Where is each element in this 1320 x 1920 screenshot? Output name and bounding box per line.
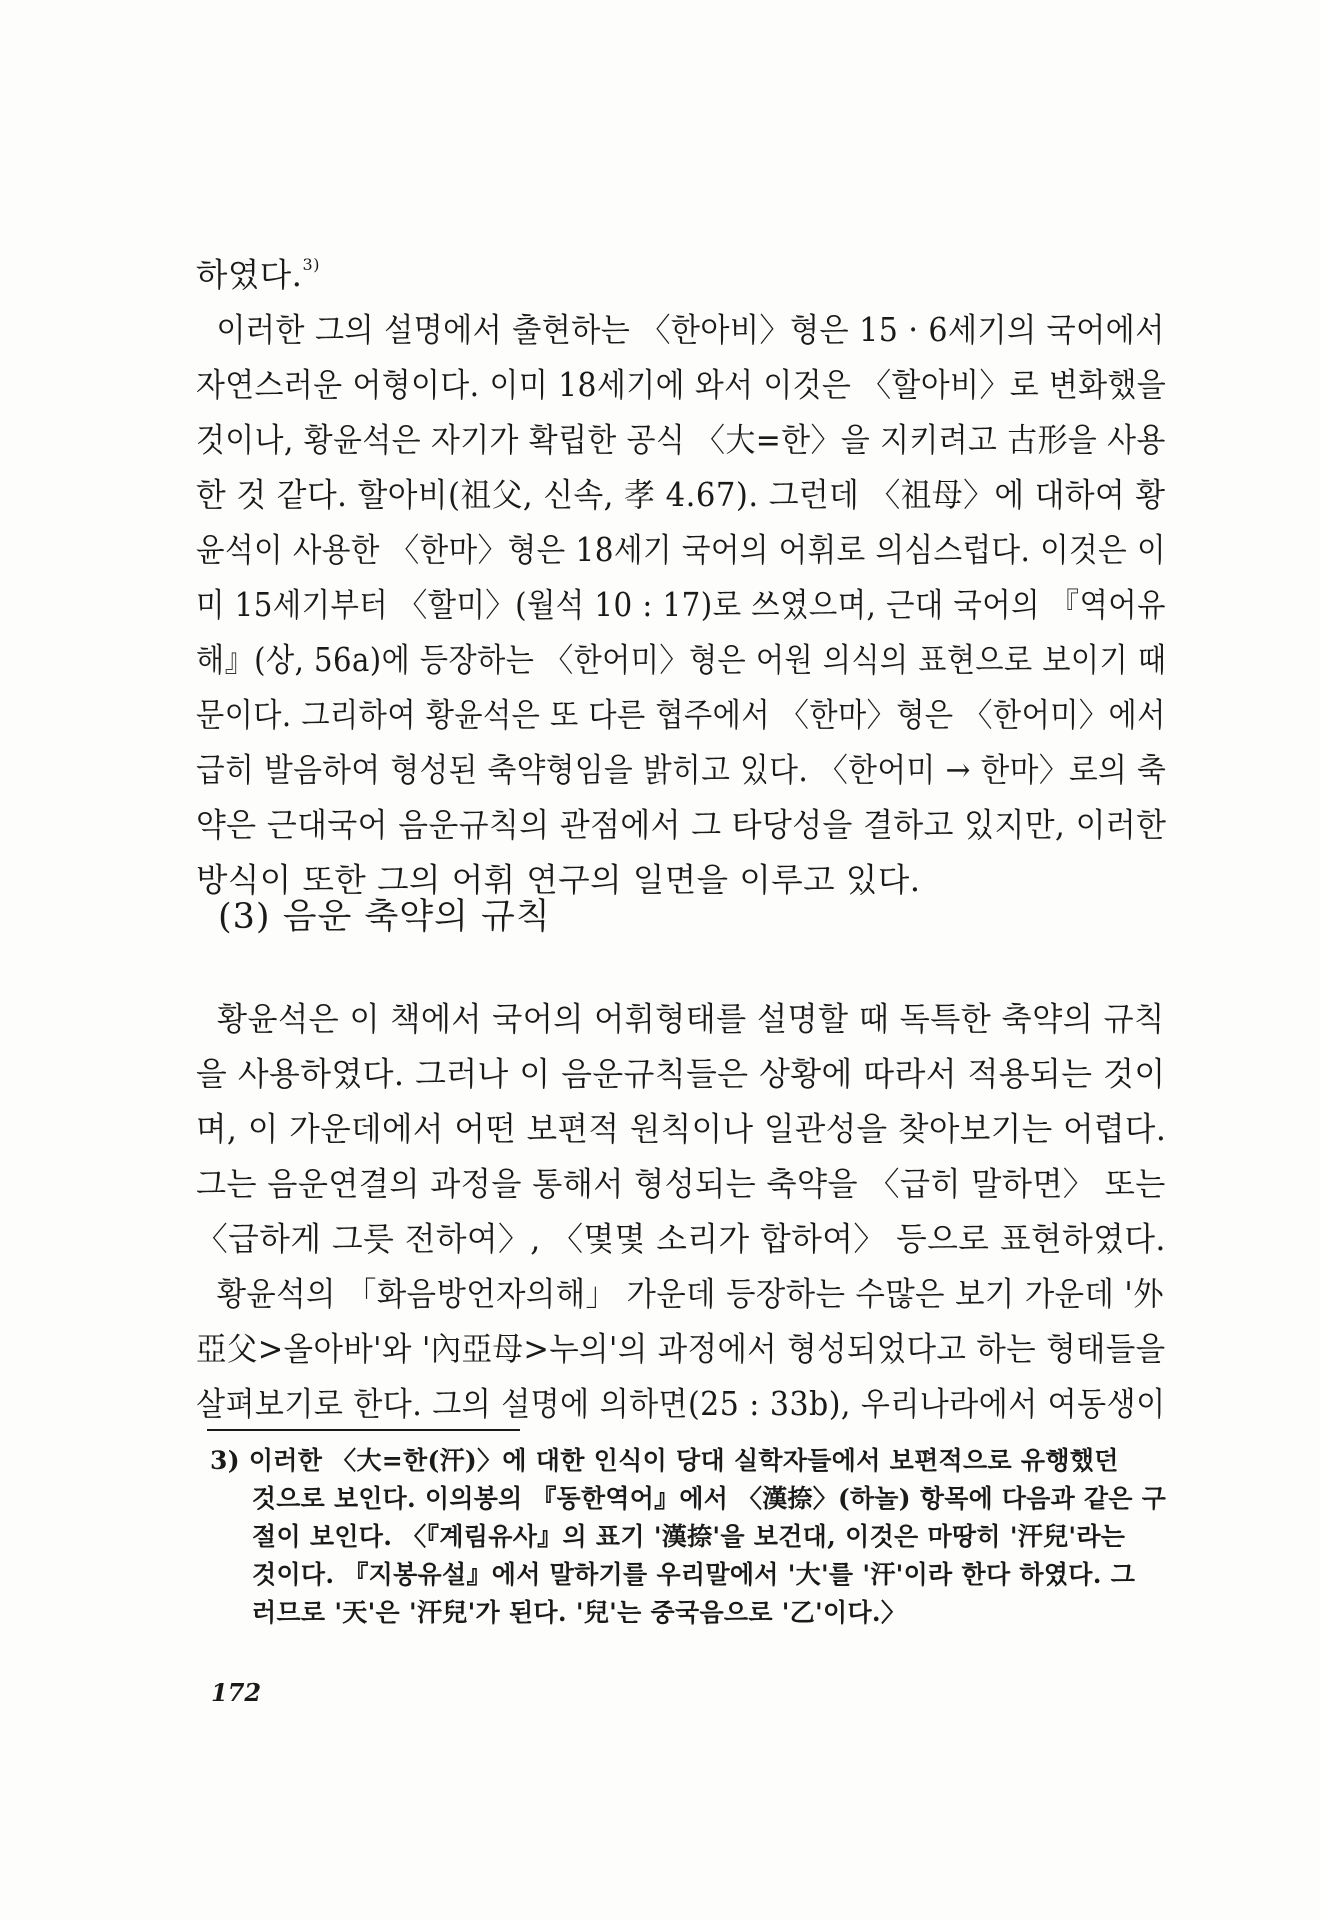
text-line: 미 15세기부터 〈할미〉(월석 10 : 17)로 쓰였으며, 근대 국어의 『역어유	[196, 586, 1166, 624]
text-line: 亞父>올아바'와 '內亞母>누의'의 과정에서 형성되었다고 하는 형태들을	[196, 1330, 1166, 1368]
text-line: 것이나, 황윤석은 자기가 확립한 공식 〈大=한〉을 지키려고 古形을 사용	[196, 421, 1166, 459]
paragraph-1	[196, 248, 1166, 908]
text-line: 〈급하게 그릇 전하여〉, 〈몇몇 소리가 합하여〉 등으로 표현하였다.	[196, 1220, 1166, 1258]
text-line: 급히 발음하여 형성된 축약형임을 밝히고 있다. 〈한어미 → 한마〉로의 축	[196, 751, 1167, 789]
text-line: 자연스러운 어형이다. 이미 18세기에 와서 이것은 〈할아비〉로 변화했을	[196, 366, 1167, 404]
page-number: 172	[211, 1678, 262, 1707]
text-line: 한 것 같다. 할아비(祖父, 신속, 孝 4.67). 그런데 〈祖母〉에 대하여 황	[196, 476, 1166, 514]
text-line: 문이다. 그리하여 황윤석은 또 다른 협주에서 〈한마〉형은 〈한어미〉에서	[196, 696, 1166, 734]
text-line: 며, 이 가운데에서 어떤 보편적 원칙이나 일관성을 찾아보기는 어렵다.	[196, 1110, 1167, 1148]
text-line: 이러한 그의 설명에서 출현하는 〈한아비〉형은 15 · 6세기의 국어에서	[216, 311, 1165, 349]
text-line: 황윤석은 이 책에서 국어의 어휘형태를 설명할 때 독특한 축약의 규칙	[217, 1000, 1165, 1038]
text-line: 그는 음운연결의 과정을 통해서 형성되는 축약을 〈급히 말하면〉 또는	[196, 1165, 1166, 1203]
footnote-line: 것이다. 『지봉유설』에서 말하기를 우리말에서 '大'를 '汗'이라 한다 하였다. 그	[252, 1560, 1136, 1589]
section-heading: (3) 음운 축약의 규칙	[218, 897, 551, 937]
text-line: 방식이 또한 그의 어휘 연구의 일면을 이루고 있다.	[196, 861, 921, 899]
text-line: 살펴보기로 한다. 그의 설명에 의하면(25 : 33b), 우리나라에서 여동생이	[196, 1385, 1166, 1423]
footnote-reference[interactable]: 3)	[302, 255, 320, 274]
footnote-line: 절이 보인다. 〈『계림유사』의 표기 '漢捺'을 보건대, 이것은 마땅히 '汗兒'라는	[252, 1522, 1126, 1551]
text-line: 윤석이 사용한 〈한마〉형은 18세기 국어의 어휘로 의심스럽다. 이것은 이	[196, 531, 1167, 569]
footnote-divider	[207, 1429, 520, 1431]
footnote-line: 것으로 보인다. 이의봉의 『동한역어』에서 〈漢捺〉(하놀) 항목에 다음과 같은 구	[251, 1484, 1167, 1513]
footnote-line: 3) 이러한 〈大=한(汗)〉에 대한 인식이 당대 실학자들에서 보편적으로 유행했던	[210, 1446, 1119, 1475]
footnote-line: 러므로 '天'은 '汗兒'가 된다. '兒'는 중국음으로 '乙'이다.〉	[252, 1598, 907, 1627]
text-line: 약은 근대국어 음운규칙의 관점에서 그 타당성을 결하고 있지만, 이러한	[196, 806, 1167, 844]
paragraph-2	[196, 992, 1166, 1432]
text-line: 하였다.$^{3)}$	[196, 255, 320, 294]
text-line: 해』(상, 56a)에 등장하는 〈한어미〉형은 어원 의식의 표현으로 보이기 때	[196, 641, 1167, 679]
text-line: 을 사용하였다. 그러나 이 음운규칙들은 상황에 따라서 적용되는 것이	[196, 1055, 1166, 1093]
footnote	[210, 1442, 1166, 1632]
text-line: 황윤석의 「화음방언자의해」 가운데 등장하는 수많은 보기 가운데 '外	[216, 1275, 1165, 1313]
